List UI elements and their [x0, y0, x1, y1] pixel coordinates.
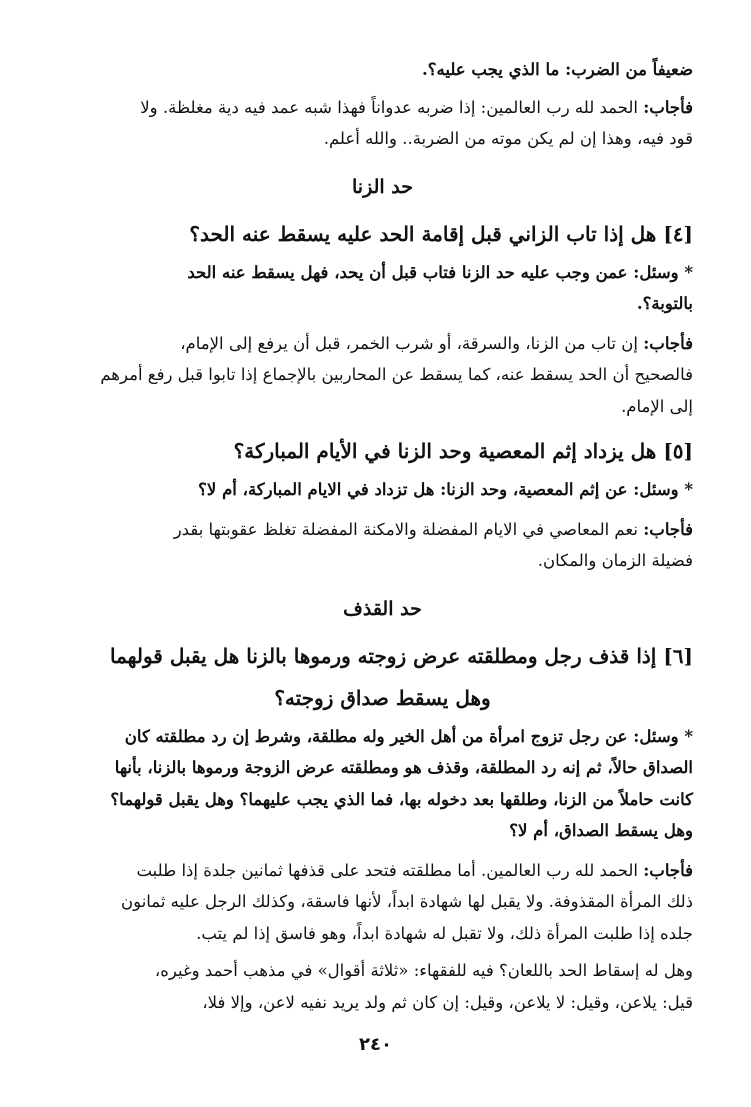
q6-answer-line-3: جلده إذا طلبت المرأة ذلك، ولا تقبل له شهادة ابداً، وهو فاسق إذا لم يتب. — [196, 923, 693, 943]
q4-answer-line-1 — [72, 328, 693, 360]
asked-text: عمن وجب عليه حد الزنا فتاب قبل أن يحد، فهل يسقط عنه الحد — [187, 262, 628, 282]
question-number: [٥] — [663, 439, 693, 463]
question-title: إذا قذف رجل ومطلقته عرض زوجته ورموها بالزنا هل يقبل قولهما — [110, 643, 657, 668]
question-heading-6-line-2: وهل يسقط صداق زوجته؟ — [274, 685, 491, 710]
answer-lead: فأجاب: — [643, 333, 693, 353]
question-title: هل إذا تاب الزاني قبل إقامة الحد عليه يسقط عنه الحد؟ — [189, 221, 657, 246]
answer-text: نعم المعاصي في الايام المفضلة والامكنة المفضلة تغلظ عقوبتها بقدر — [173, 519, 638, 539]
q6-para2-line-2: قيل: يلاعن، وقيل: لا يلاعن، وقيل: إن كان ثم ولد يريد نفيه لاعن، وإلا فلا، — [202, 992, 693, 1012]
question-title: هل يزداد إثم المعصية وحد الزنا في الأيام المباركة؟ — [233, 439, 657, 463]
intro-question-tail: ضعيفاً من الضرب: ما الذي يجب عليه؟. — [422, 60, 693, 79]
q5-asked-line-1 — [72, 474, 693, 506]
q4-asked-line-1 — [72, 257, 693, 289]
question-heading-4 — [72, 215, 693, 253]
q5-answer-line-1 — [72, 514, 693, 546]
intro-answer-line-2: قود فيه، وهذا إن لم يكن موته من الضربة.. والله أعلم. — [323, 129, 693, 148]
q4-asked-line-2: بالتوبة؟. — [636, 294, 693, 313]
book-page — [72, 54, 693, 1067]
asked-text: عن إثم المعصية، وحد الزنا: هل تزداد في الايام المباركة، أم لا؟ — [198, 480, 628, 499]
q6-asked-line-4: وهل يسقط الصداق، أم لا؟ — [509, 821, 693, 840]
q6-para2-line-1: وهل له إسقاط الحد باللعان؟ فيه للفقهاء: «ثلاثة أقوال» في مذهب أحمد وغيره، — [154, 961, 693, 980]
page-number: ٢٤٠ — [359, 1034, 392, 1055]
intro-answer-line-1 — [72, 92, 693, 124]
answer-lead: فأجاب: — [643, 860, 693, 880]
q6-asked-line-2: الصداق حالاً، ثم إنه رد المطلقة، وقذف هو ومطلقته عرض الزوجة ورموها بالزنا، بأنها — [114, 758, 693, 777]
question-number: [٦] — [663, 643, 693, 668]
section-title-zina: حد الزنا — [352, 175, 413, 198]
q5-answer-line-2: فضيلة الزمان والمكان. — [537, 551, 693, 570]
question-heading-6 — [72, 637, 693, 675]
q6-answer-line-2: ذلك المرأة المقذوفة. ولا يقبل لها شهادة ابداً، لأنها فاسقة، وكذلك الرجل عليه ثمانون — [121, 892, 693, 911]
answer-lead: فأجاب: — [643, 97, 693, 117]
answer-text: الحمد لله رب العالمين. أما مطلقته فتحد على قذفها ثمانين جلدة إذا طلبت — [136, 860, 638, 880]
section-title-qadhf: حد القذف — [343, 597, 422, 620]
q4-answer-line-3: إلى الإمام. — [621, 396, 693, 416]
answer-text: إن تاب من الزنا، والسرقة، أو شرب الخمر، قبل أن يرفع إلى الإمام، — [180, 333, 638, 353]
q4-answer-line-2: فالصحيح أن الحد يسقط عنه، كما يسقط عن المحاربين بالإجماع إذا تابوا قبل رفع أمرهم — [100, 365, 693, 384]
q6-answer-line-1 — [72, 855, 693, 887]
question-number: [٤] — [663, 221, 693, 246]
asked-lead: * وسئل: — [633, 480, 693, 499]
asked-text: عن رجل تزوج امرأة من أهل الخير وله مطلقة، وشرط إن رد مطلقته كان — [124, 726, 628, 746]
answer-lead: فأجاب: — [643, 519, 693, 539]
question-heading-5 — [72, 432, 693, 470]
q6-asked-line-3: كانت حاملاً من الزنا، وطلقها بعد دخوله بها، فما الذي يجب عليهما؟ وهل يقبل قولهما؟ — [110, 789, 693, 809]
asked-lead: * وسئل: — [633, 262, 693, 282]
answer-text: الحمد لله رب العالمين: إذا ضربه عدواناً فهذا شبه عمد فيه دية مغلظة. ولا — [140, 97, 638, 117]
asked-lead: * وسئل: — [633, 726, 693, 746]
q6-asked-line-1 — [72, 721, 693, 753]
